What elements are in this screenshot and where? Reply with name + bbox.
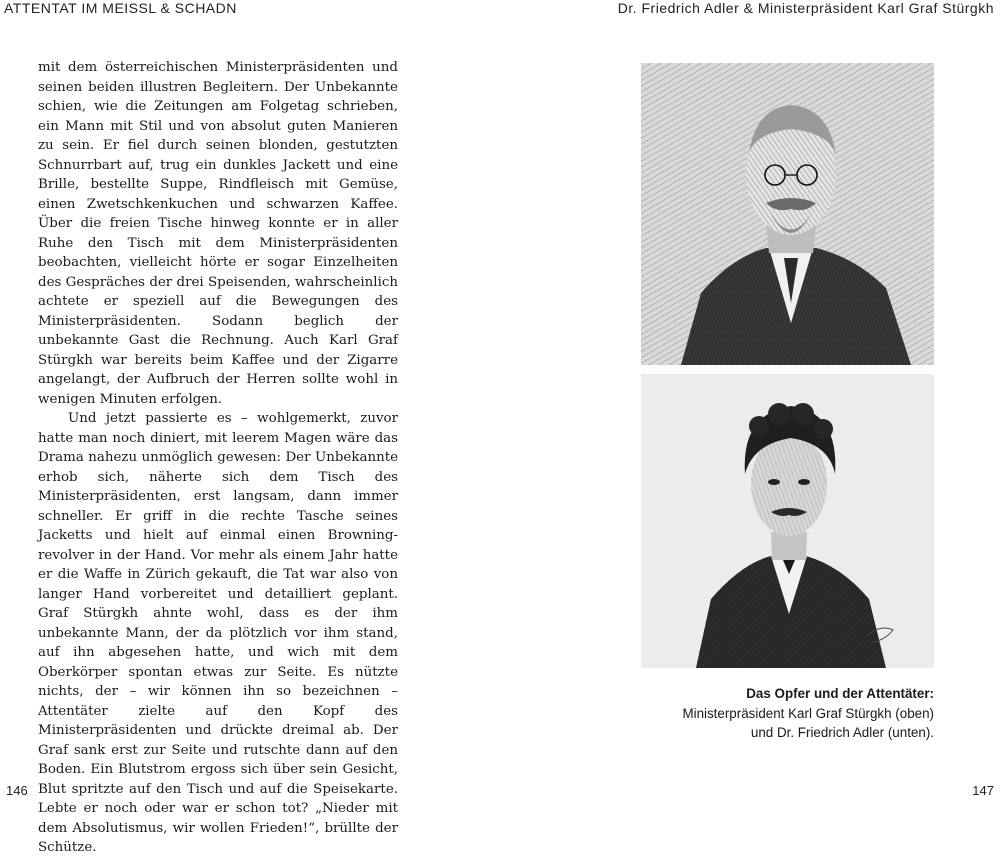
caption-line-1: Ministerpräsident Karl Graf Stürgkh (oben): [682, 705, 934, 721]
running-head-right: Dr. Friedrich Adler & Ministerpräsident Karl Graf Stürgkh: [617, 0, 994, 16]
page-number-right: 147: [972, 783, 994, 798]
portrait-adler-image: [641, 374, 934, 668]
page-number-left: 146: [6, 783, 28, 798]
figure-caption: [614, 684, 934, 743]
portrait-stuergkh-engraving: [641, 63, 934, 365]
caption-title: Das Opfer und der Attentäter:: [746, 686, 934, 701]
paragraph-1: mit dem österreichischen Ministerpräsidenten und seinen beiden illustren Begleitern. Der Unbekannte schien, wie die Zeitungen am Folgetag schrieben, ein Mann mit Stil und von absolut guten Manieren zu sein. Er fiel durch seinen blonden, gestutzten Schnurrbart auf, trug ein dunkles Jackett und eine Brille, bestellte Suppe, Rindfleisch mit Gemüse, einen Zwetschkenkuchen und schwarzen Kaffee. Über die freien Tische hinweg konnte er in aller Ruhe den Tisch mit dem Ministerpräsidenten beobachten, vielleicht hörte er sogar Einzelheiten des Gespräches der drei Speisenden, wahrscheinlich achtete er speziell auf die Bewegungen des Ministerpräsidenten. Sodann beglich der unbekannte Gast die Rechnung. Auch Karl Graf Stürgkh war bereits beim Kaffee und der Zigarre angelangt, der Aufbruch der Herren sollte wohl in wenigen Minuten erfolgen.: [38, 60, 398, 407]
running-head-left: ATTENTAT IM MEISSL & SCHADN: [4, 0, 237, 16]
portrait-stuergkh-image: [641, 63, 934, 365]
caption-line-2: und Dr. Friedrich Adler (unten).: [750, 725, 934, 740]
portrait-adler-engraving: [641, 374, 934, 668]
body-text: [38, 58, 398, 858]
paragraph-2: Und jetzt passierte es – wohlgemerkt, zuvor hatte man noch diniert, mit leerem Magen wäre das Drama nahezu unmöglich gewesen: Der Unbekannte erhob sich, näherte sich dem Tisch des Ministerpräsidenten, erst langsam, dann immer schneller. Er griff in die rechte Tasche seines Jacketts und hielt auf einmal einen Browningrevolver in der Hand. Vor mehr als einem Jahr hatte er die Waffe in Zürich gekauft, die Tat war also von langer Hand vorbereitet und detailliert geplant. Graf Stürgkh ahnte wohl, dass es der ihm unbekannte Mann, der da plötzlich vor ihm stand, auf ihn abgesehen hatte, und wich mit dem Oberkörper spontan etwas zur Seite. Es nützte nichts, der – wir können ihn so bezeichnen – Attentäter zielte auf den Kopf des Ministerpräsidenten und drückte dreimal ab. Der Graf sank erst zur Seite und rutschte dann auf den Boden. Ein Blutstrom ergoss sich über sein Gesicht, Blut spritzte auf den Tisch und auf die Speisekarte. Lebte er noch oder war er schon tot? „Nieder mit dem Absolutismus, wir wollen Frieden!“, brüllte der Schütze.: [38, 411, 398, 855]
